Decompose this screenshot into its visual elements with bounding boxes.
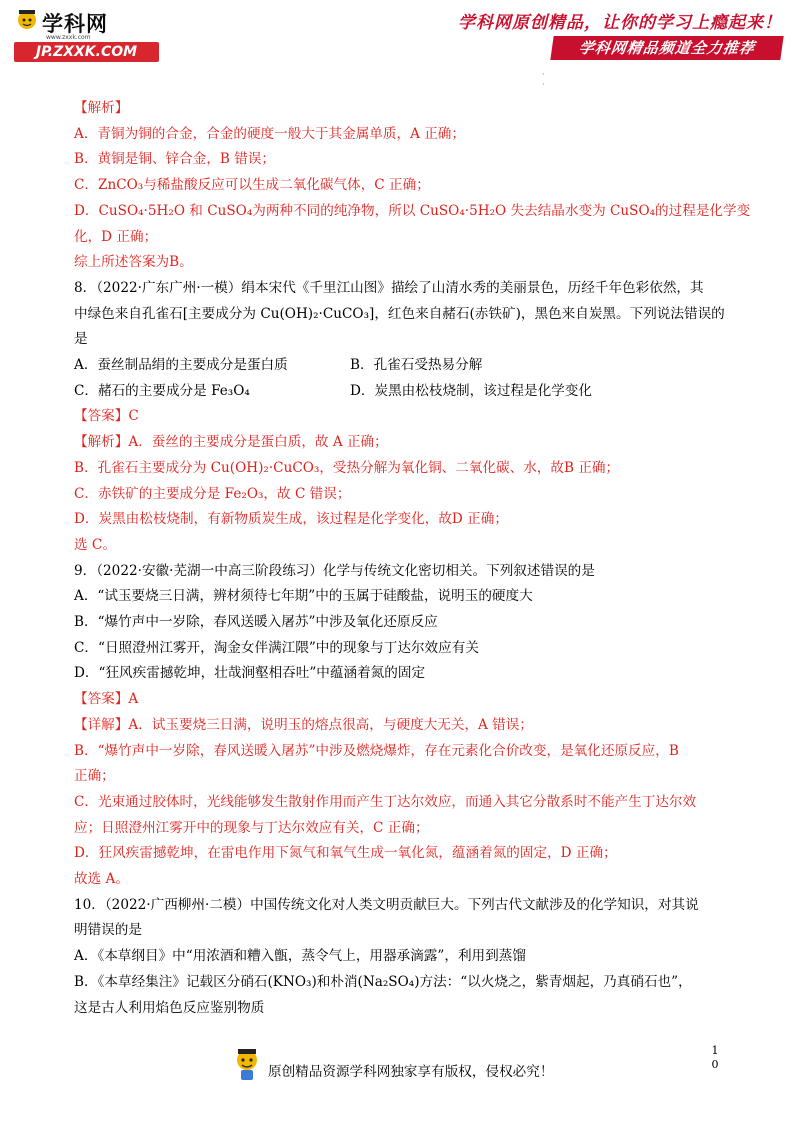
page-number	[710, 1044, 720, 1072]
text-line: 明错误的是	[74, 922, 142, 939]
text-line: B．“爆竹声中一岁除，春风送暖入屠苏”中涉及燃烧爆炸，存在元素化合价改变，是氧化还原反应，B	[74, 742, 679, 759]
text-line: D．CuSO₄·5H₂O 和 CuSO₄为两种不同的纯净物，所以 CuSO₄·5H₂O 失去结晶水变为 CuSO₄的过程是化学变	[74, 202, 751, 219]
page-header	[0, 0, 800, 70]
text-line: B．《本草经集注》记载区分硝石(KNO₃)和朴消(Na₂SO₄)方法：“以火烧之，紫青烟起，乃真硝石也”，	[74, 973, 692, 990]
mascot-icon	[14, 8, 40, 36]
zxxk-logo[interactable]	[14, 8, 159, 64]
option: D．炭黑由松枝烧制，该过程是化学变化	[350, 382, 592, 399]
document-body	[74, 96, 751, 1021]
text-line: 故选 A。	[74, 871, 129, 888]
text-line: A．青铜为铜的合金，合金的硬度一般大于其金属单质，A 正确；	[74, 125, 465, 142]
text-line: 【答案】C	[74, 408, 139, 425]
text-line: 【答案】A	[74, 691, 139, 708]
option-row	[74, 353, 728, 379]
mascot-icon	[232, 1048, 262, 1082]
text-line: 10．（2022·广西柳州·二模）中国传统文化对人类文明贡献巨大。下列古代文献涉及的化学知识，对其说	[74, 896, 699, 913]
text-line: C．“日照澄州江雾开，淘金女伴满江隈”中的现象与丁达尔效应有关	[74, 639, 479, 656]
text-line: B．“爆竹声中一岁除，春风送暖入屠苏”中涉及氧化还原反应	[74, 614, 438, 631]
text-line: B．黄铜是铜、锌合金，B 错误；	[74, 151, 276, 168]
text-line: 选 C。	[74, 536, 116, 553]
text-line: 中绿色来自孔雀石[主要成分为 Cu(OH)₂·CuCO₃]，红色来自赭石(赤铁矿)，黑色来自炭黑。下列说法错误的	[74, 305, 725, 322]
option: A．蚕丝制品绢的主要成分是蛋白质	[74, 357, 288, 374]
page-number-digit: 0	[711, 1058, 719, 1071]
text-line: C．赤铁矿的主要成分是 Fe₂O₃，故 C 错误；	[74, 485, 351, 502]
page-number-digit: 1	[711, 1044, 719, 1057]
text-line: D．狂风疾雷撼乾坤，在雷电作用下氮气和氧气生成一氧化氮，蕴涵着氮的固定，D 正确；	[74, 845, 617, 862]
text-line: 正确；	[74, 768, 115, 785]
logo-url: JP.ZXXK.COM	[14, 42, 159, 62]
header-slogan: 学科网原创精品，让你的学习上瘾起来！	[458, 13, 782, 33]
text-line: 这是古人利用焰色反应鉴别物质	[74, 999, 265, 1016]
logo-subtitle: www.zxxk.com	[46, 34, 91, 41]
text-line: B．孔雀石主要成分为 Cu(OH)₂·CuCO₃，受热分解为氧化铜、二氧化碳、水，故B 正确；	[74, 459, 620, 476]
logo-title: 学科网	[42, 12, 108, 36]
text-line: 9．（2022·安徽·芜湖一中高三阶段练习）化学与传统文化密切相关。下列叙述错误的是	[74, 562, 595, 579]
text-line: 综上所述答案为B。	[74, 254, 193, 271]
decorative-dots: · ·	[542, 70, 545, 89]
text-line: 应；日照澄州江雾开中的现象与丁达尔效应有关，C 正确；	[74, 819, 429, 836]
text-line: C．ZnCO₃与稀盐酸反应可以生成二氧化碳气体，C 正确；	[74, 177, 430, 194]
option-row	[74, 379, 728, 405]
copyright-notice: 原创精品资源学科网独家享有版权，侵权必究！	[268, 1064, 554, 1080]
text-line: D．“狂风疾雷撼乾坤，壮哉涧壑相吞吐”中蕴涵着氮的固定	[74, 665, 426, 682]
text-line: D．炭黑由松枝烧制，有新物质炭生成，该过程是化学变化，故D 正确；	[74, 511, 508, 528]
option: B．孔雀石受热易分解	[350, 357, 483, 374]
text-line: 【详解】A．试玉要烧三日满，说明玉的熔点很高，与硬度大无关，A 错误；	[74, 716, 533, 733]
text-line: 8．（2022·广东广州·一模）绢本宋代《千里江山图》描绘了山清水秀的美丽景色，历经千年色彩依然，其	[74, 279, 704, 296]
text-line: 是	[74, 331, 88, 348]
text-line: A．《本草纲目》中“用浓酒和糟入甑，蒸令气上，用器承滴露”，利用到蒸馏	[74, 948, 526, 965]
text-line: C．光束通过胶体时，光线能够发生散射作用而产生丁达尔效应，而通入其它分散系时不能产生丁达尔效	[74, 793, 697, 810]
text-line: 【解析】A．蚕丝的主要成分是蛋白质，故 A 正确；	[74, 434, 388, 451]
text-line: A．“试玉要烧三日满，辨材须待七年期”中的玉属于硅酸盐，说明玉的硬度大	[74, 588, 533, 605]
header-banner: 学科网精品频道全力推荐	[550, 36, 783, 60]
text-line: 化，D 正确；	[74, 228, 158, 245]
text-line: 【解析】	[74, 100, 129, 116]
option: C．赭石的主要成分是 Fe₃O₄	[74, 382, 250, 399]
page-footer	[0, 1048, 800, 1108]
